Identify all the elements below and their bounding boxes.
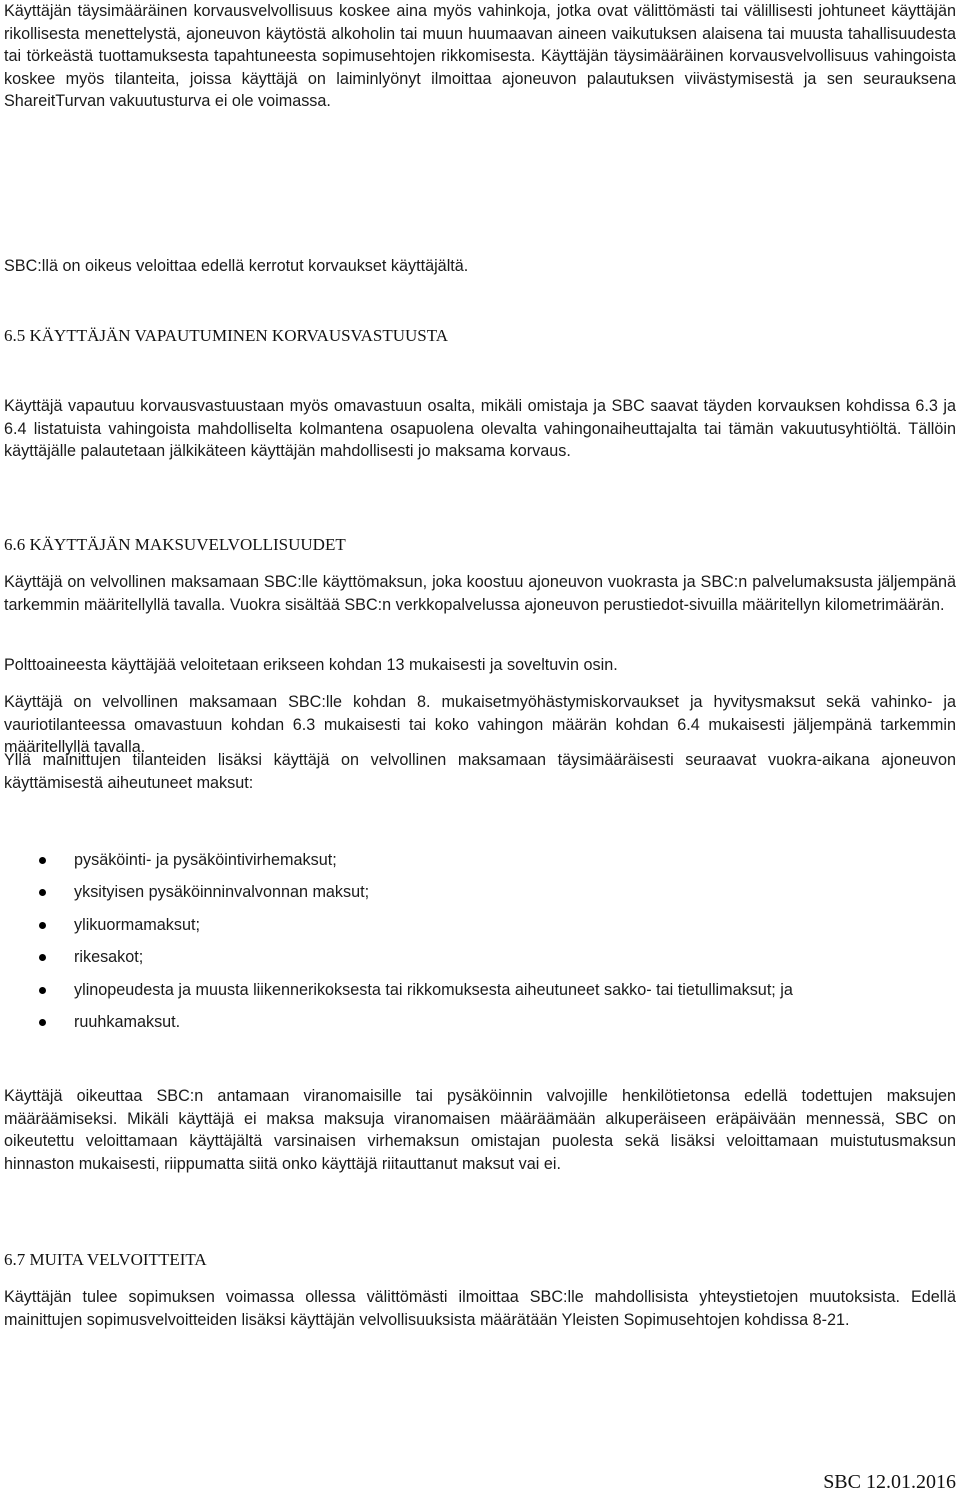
- heading-section-6-5: 6.5 KÄYTTÄJÄN VAPAUTUMINEN KORVAUSVASTUUSTA: [4, 326, 449, 345]
- paragraph-sbc-right-to-charge: SBC:llä on oikeus veloittaa edellä kerrotut korvaukset käyttäjältä.: [4, 257, 469, 275]
- heading-section-6-6: 6.6 KÄYTTÄJÄN MAKSUVELVOLLISUUDET: [4, 535, 346, 554]
- paragraph-full-liability: Käyttäjän täysimääräinen korvausvelvollisuus koskee aina myös vahinkoja, jotka ovat välittömästi tai välillisesti johtuneet käyttäjän rikollisesta menettelystä, ajoneuvon käytöstä alkoholin tai muun huumaavan aineen vaikutuksen alaisena tai muusta tahallisuudesta tai törkeästä tuottamuksesta tapahtuneesta sopimusehtojen rikkomisesta. Käyttäjän täysimääräinen korvausvelvollisuus vahingoista koskee myös tilanteita, joissa käyttäjä on laiminlyönyt ilmoittaa ajoneuvon palautuksen viivästymisestä ja sen seurauksena ShareitTurvan vakuutusturva ei ole voimassa.: [4, 2, 956, 110]
- fees-list: [4, 849, 956, 1043]
- list-item-text: ylikuormamaksut;: [74, 915, 200, 934]
- list-item-text: yksityisen pysäköinninvalvonnan maksut;: [74, 883, 370, 902]
- bullet-icon: [39, 922, 46, 929]
- list-item: [4, 849, 956, 881]
- list-item-text: ruuhkamaksut.: [74, 1012, 181, 1031]
- paragraph-usage-fee: Käyttäjä on velvollinen maksamaan SBC:lle käyttömaksun, joka koostuu ajoneuvon vuokrasta ja SBC:n palvelumaksusta jäljempänä tarkemmin määritellyllä tavalla. Vuokra sisältää SBC:n verkkopalvelussa ajoneuvon perustiedot-sivuilla määritellyn kilometrimäärän.: [4, 573, 956, 614]
- paragraph-fuel: Polttoaineesta käyttäjää veloitetaan erikseen kohdan 13 mukaisesti ja soveltuvin osin.: [4, 656, 618, 674]
- list-item: [4, 979, 956, 1011]
- bullet-icon: [39, 1019, 46, 1026]
- paragraph-personal-data-authorization: Käyttäjä oikeuttaa SBC:n antamaan viranomaisille tai pysäköinnin valvojille henkilötietonsa edellä todettujen maksujen määräämiseksi. Mikäli käyttäjä ei maksa maksuja viranomaisen määräämään alkuperäiseen eräpäivään mennessä, SBC on oikeutettu veloittamaan käyttäjältä varsinaisen virhemaksun omistajan puolesta sekä lisäksi veloittamaan muistutusmaksun hinnaston mukaisesti, riippumatta siitä onko käyttäjä riitauttanut maksut vai ei.: [4, 1087, 956, 1173]
- paragraph-other-obligations: Käyttäjän tulee sopimuksen voimassa ollessa välittömästi ilmoittaa SBC:lle mahdollisista yhteystietojen muutoksista. Edellä mainittujen sopimusvelvoitteiden lisäksi käyttäjän velvollisuuksista määrätään Yleisten Sopimusehtojen kohdissa 8-21.: [4, 1288, 956, 1329]
- list-item-text: ylinopeudesta ja muusta liikennerikoksesta tai rikkomuksesta aiheutuneet sakko- tai tietullimaksut; ja: [74, 980, 793, 999]
- page-footer: SBC 12.01.2016: [823, 1471, 956, 1493]
- bullet-icon: [39, 857, 46, 864]
- paragraph-liability-release: Käyttäjä vapautuu korvausvastuustaan myös omavastuun osalta, mikäli omistaja ja SBC saavat täyden korvauksen kohdissa 6.3 ja 6.4 listatuista vahingoista mahdolliselta kolmantena osapuolena olevalta vahingonaiheuttajalta tai tämän vakuutusyhtiöltä. Tällöin käyttäjälle palautetaan jälkikäteen käyttäjän mahdollisesti jo maksama korvaus.: [4, 397, 956, 460]
- heading-section-6-7: 6.7 MUITA VELVOITTEITA: [4, 1250, 207, 1269]
- paragraph-additional-fees-intro: Yllä mainittujen tilanteiden lisäksi käyttäjä on velvollinen maksamaan täysimääräisesti seuraavat vuokra-aikana ajoneuvon käyttämisestä aiheutuneet maksut:: [4, 751, 956, 792]
- list-item: [4, 881, 956, 913]
- bullet-icon: [39, 987, 46, 994]
- list-item: [4, 1011, 956, 1043]
- list-item: [4, 946, 956, 978]
- bullet-icon: [39, 954, 46, 961]
- bullet-icon: [39, 889, 46, 896]
- list-item: [4, 914, 956, 946]
- list-item-text: pysäköinti- ja pysäköintivirhemaksut;: [74, 851, 337, 869]
- paragraph-late-fees: Käyttäjä on velvollinen maksamaan SBC:lle kohdan 8. mukaisetmyöhästymiskorvaukset ja hyvitysmaksut sekä vahinko- ja vauriotilanteessa omavastuun kohdan 6.3 mukaisesti tai koko vahingon määrän kohdan 6.4 mukaisesti jäljempänä tarkemmin määritellyllä tavalla.: [4, 693, 956, 756]
- list-item-text: rikesakot;: [74, 948, 144, 967]
